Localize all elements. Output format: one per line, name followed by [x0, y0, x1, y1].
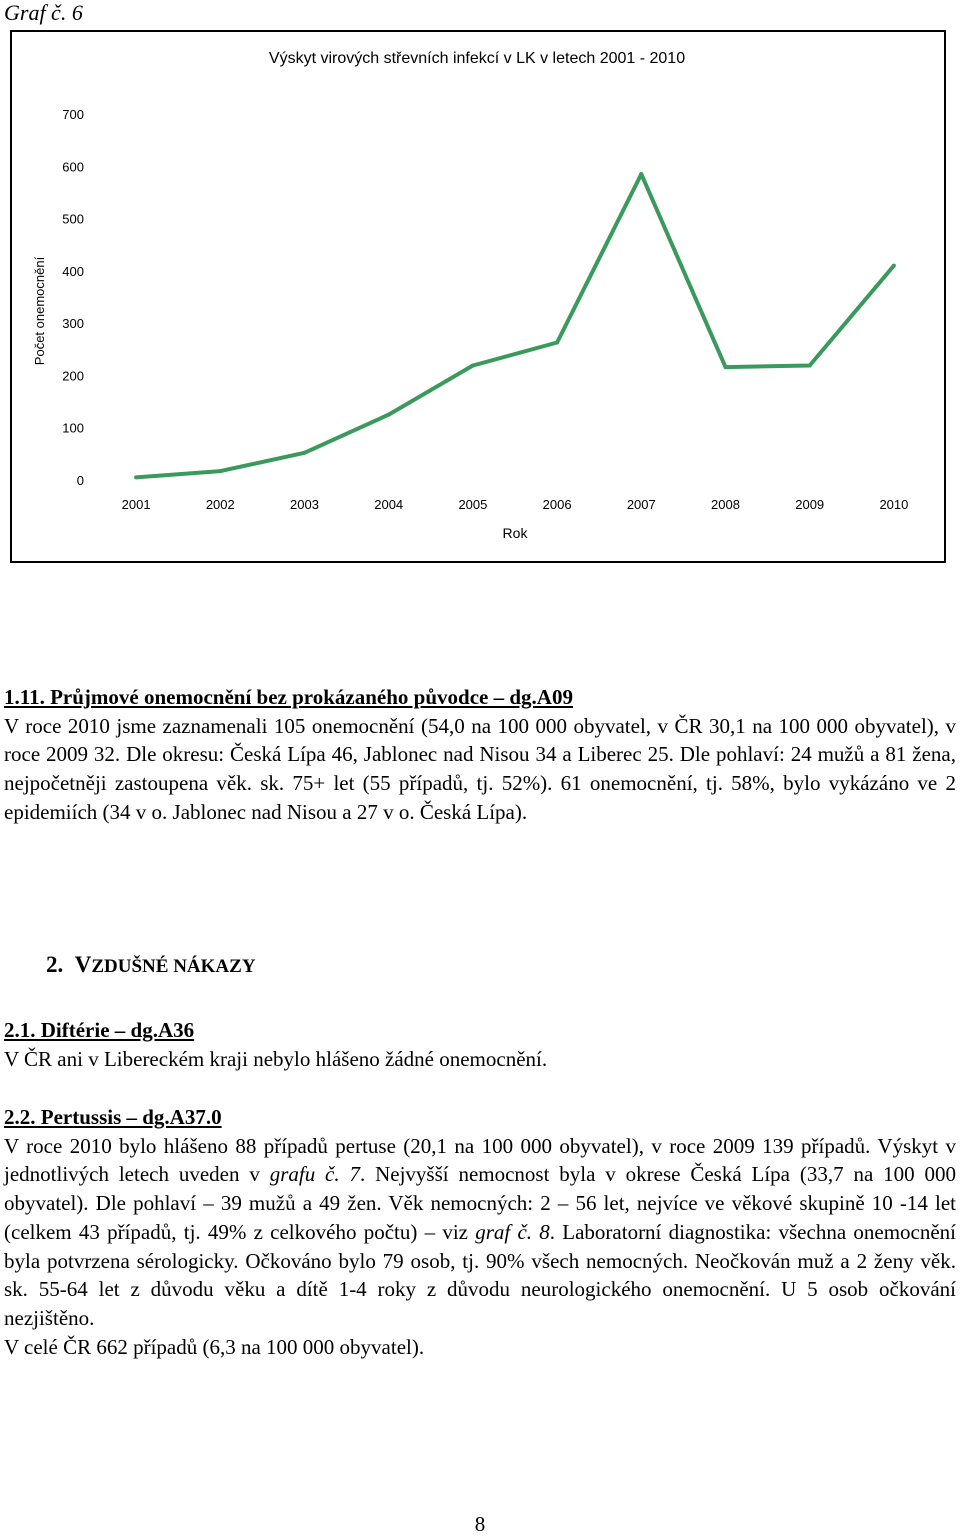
y-tick-label: 300	[62, 316, 84, 332]
data-point	[808, 363, 812, 367]
x-tick-label: 2010	[879, 497, 909, 512]
x-tick-label: 2008	[711, 497, 740, 512]
series-line	[136, 174, 894, 477]
graph-8-reference: graf č. 8	[475, 1219, 550, 1244]
data-series	[134, 172, 896, 479]
chart-title: Výskyt virových střevních infekcí v LK v letech 2001 - 2010	[268, 50, 686, 67]
section-2-1-body: V ČR ani v Libereckém kraji nebylo hlášeno žádné onemocnění.	[4, 1046, 548, 1071]
x-axis-label: Rok	[502, 525, 528, 541]
x-tick-label: 2005	[458, 497, 488, 512]
data-point	[134, 475, 138, 479]
data-point	[892, 264, 896, 268]
section-2-2-summary: V celé ČR 662 případů (6,3 na 100 000 obyvatel).	[4, 1334, 425, 1359]
x-tick-label: 2009	[795, 497, 825, 512]
page-number: 8	[474, 1512, 486, 1536]
data-point	[724, 365, 728, 369]
y-tick-label: 400	[62, 263, 84, 279]
chapter-2-heading	[46, 952, 256, 978]
y-axis-label: Počet onemocnění	[32, 256, 47, 366]
chart-frame	[10, 30, 946, 563]
data-point	[471, 363, 475, 367]
section-2-2-heading: 2.2. Pertussis – dg.A37.0	[4, 1105, 222, 1129]
section-2-2-body-part-1: V roce 2010 bylo hlášeno 88 případů pertuse (20,1 na 100 000 obyvatel), v roce 2009 139 případů. Výskyt v jednotlivých letech uveden v	[4, 1133, 956, 1187]
section-1-11-heading: 1.11. Průjmové onemocnění bez prokázaného původce – dg.A09	[4, 685, 573, 709]
y-tick-label: 0	[76, 473, 84, 488]
data-point	[387, 413, 391, 417]
section-2-2-body-part-2: . Nejvyšší nemocnost byla v okrese Česká Lípa (33,7 na 100 000 obyvatel). Dle pohlaví – 39 mužů a 49 žen. Věk nemocných: 2 – 56 let, nejvíce ve věkové skupině 10 -14 let (celkem 43 případů, tj. 49% z celkového počtu) – viz	[4, 1162, 956, 1244]
chapter-title-rest: ZDUŠNÉ NÁKAZY	[91, 956, 256, 977]
x-tick-label: 2001	[121, 497, 151, 512]
x-tick-label: 2003	[290, 497, 319, 512]
section-2-2-body-part-3: . Laboratorní diagnostika: všechna onemocnění byla potvrzena sérologicky. Očkováno bylo 79 osob, tj. 90% všech nemocných. Neočkován muž a 2 ženy věk. sk. 55-64 let z důvodu věku a dítě 1-4 roky z důvodu neurologického onemocnění. U 5 osob očkování nezjištěno.	[4, 1219, 957, 1330]
y-tick-label: 500	[62, 211, 84, 227]
graph-7-reference: grafu č. 7	[269, 1162, 360, 1187]
y-tick-label: 700	[62, 107, 84, 122]
graph-label: Graf č. 6	[4, 0, 83, 25]
line-chart	[12, 32, 944, 561]
chapter-number: 2.	[46, 952, 64, 977]
y-tick-label: 600	[62, 159, 84, 175]
y-tick-labels	[62, 107, 84, 488]
section-2-2	[4, 1103, 956, 1361]
x-tick-labels	[122, 497, 909, 512]
data-point	[639, 172, 643, 176]
data-point	[555, 340, 559, 344]
section-2-1	[4, 1016, 956, 1073]
y-tick-label: 200	[62, 368, 84, 384]
chapter-title-first: V	[74, 952, 92, 977]
section-1-11	[4, 683, 956, 827]
section-2-1-heading: 2.1. Diftérie – dg.A36	[4, 1018, 195, 1042]
data-point	[303, 451, 307, 455]
section-1-11-body: V roce 2010 jsme zaznamenali 105 onemocnění (54,0 na 100 000 obyvatel, v ČR 30,1 na 100 000 obyvatel), v roce 2009 32. Dle okresu: Česká Lípa 46, Jablonec nad Nisou 34 a Liberec 25. Dle pohlaví: 24 mužů a 81 žena, nejpočetněji zastoupena věk. sk. 75+ let (55 případů, tj. 52%). 61 onemocnění, tj. 58%, bylo vykázáno ve 2 epidemiích (34 v o. Jablonec nad Nisou a 27 v o. Česká Lípa).	[4, 713, 956, 824]
x-tick-label: 2007	[626, 497, 656, 512]
x-tick-label: 2006	[542, 497, 572, 512]
y-axis-label-group	[32, 256, 47, 365]
y-tick-label: 100	[62, 420, 84, 436]
data-point	[218, 469, 222, 473]
section-2-2-body	[4, 1132, 956, 1333]
x-tick-label: 2002	[205, 497, 235, 512]
x-tick-label: 2004	[374, 497, 404, 512]
